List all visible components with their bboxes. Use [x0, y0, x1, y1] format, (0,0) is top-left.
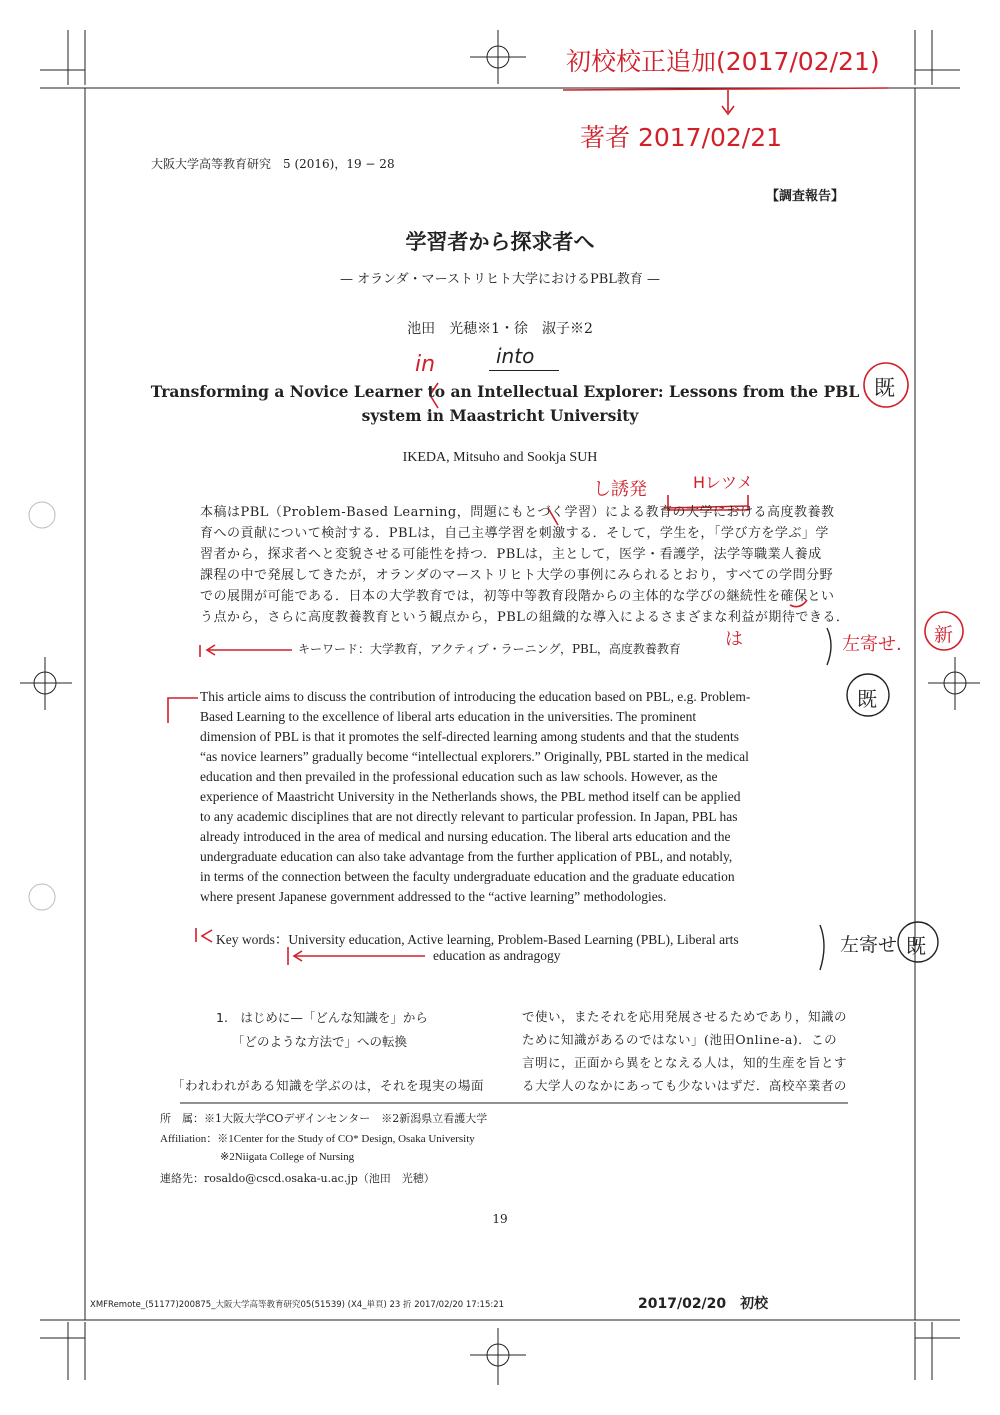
new-circle-mark: 新: [934, 624, 954, 646]
section-heading-line-2: 「どのような方法で」への転換: [232, 1034, 408, 1049]
abstract-line: to any academic disciplines that are not directly relevant to particular profession. In Japan, PBL has: [200, 809, 738, 824]
left-align-note: 左寄せ.: [842, 634, 902, 655]
abstract-line: education and then prevailed in the professional education such as law schools. However, as the: [200, 769, 718, 784]
approved-circle-mark-2: 既: [857, 687, 877, 711]
affiliation-en: Affiliation：※1Center for the Study of CO* Design, Osaka University: [160, 1133, 475, 1145]
japanese-authors: 池田 光穂※1・徐 淑子※2: [407, 321, 593, 337]
section-heading-line-1: 1. はじめに—「どんな知識を」から: [216, 1010, 428, 1025]
japanese-subtitle: — オランダ・マーストリヒト大学におけるPBL教育 —: [339, 272, 661, 287]
approved-circle-mark-3: 既: [906, 934, 926, 958]
english-title-line-2: system in Maastricht University: [361, 406, 639, 425]
approved-circle-mark: 既: [874, 376, 895, 400]
abstract-line: 習者から，探求者へと変貌させる可能性を持つ．PBLは，主として，医学・看護学，法学等職業人養成: [200, 547, 822, 562]
left-align-note-2: 左寄せ: [840, 934, 898, 956]
abstract-line: “as novice learners” gradually become “intellectual explorers.” Originally, PBL started in the medical: [200, 749, 749, 764]
abstract-line: 本稿はPBL（Problem-Based Learning，問題にもとづく学習）による教育の大学における高度教養教: [200, 505, 835, 520]
abstract-line: う点から，さらに高度教養教育という観点から，PBLの組織的な導入によるさまざまな利益が期待できる．: [200, 610, 850, 625]
abstract-line: in terms of the connection between the faculty undergraduate education and the graduate education: [200, 869, 735, 884]
body-line: で使い，またそれを応用発展させるためであり，知識の: [522, 1009, 848, 1024]
affiliation-jp: 所 属：※1大阪大学COデザインセンター ※2新潟県立看護大学: [160, 1112, 488, 1125]
affiliation-en-2: ※2Niigata College of Nursing: [220, 1151, 355, 1163]
insert-keihatsu-mark: し誘発: [593, 479, 647, 500]
insert-htsume-mark: Hレツメ: [693, 473, 753, 492]
japanese-abstract: [200, 501, 850, 627]
proof-date: 2017/02/20 初校: [638, 1296, 769, 1312]
abstract-line: where present Japanese government addressed to the “active learning” methodologies.: [200, 889, 667, 904]
page-number: 19: [492, 1212, 508, 1226]
abstract-line: experience of Maastricht University in the Netherlands shows, the PBL method itself can be applied: [200, 789, 741, 804]
into-underline: [489, 370, 559, 371]
body-line: 言明に，正面から異をとなえる人は，知的生産を旨とす: [522, 1055, 848, 1070]
english-keywords-line-1: Key words：University education, Active learning, Problem-Based Learning (PBL), Liberal arts: [216, 932, 739, 947]
abstract-line: 課程の中で発展してきたが，オランダのマーストリヒト大学の事例にみられるとおり，すべての学問分野: [200, 568, 834, 583]
insert-into-mark: into: [496, 344, 535, 368]
abstract-line: This article aims to discuss the contribution of introducing the education based on PBL, e.g. Problem-: [200, 689, 751, 704]
insert-in-mark: in: [415, 352, 436, 377]
journal-reference: 大阪大学高等教育研究 5 (2016)，19 − 28: [151, 157, 395, 171]
contact-info: 連絡先：rosaldo@cscd.osaka-u.ac.jp（池田 光穂）: [160, 1172, 435, 1185]
print-file-info: XMFRemote_(51177)200875_大阪大学高等教育研究05(51539) (X4_単頁) 23 折 2017/02/20 17:15:21: [90, 1300, 505, 1310]
abstract-line: Based Learning to the excellence of liberal arts education in the universities. The prominent: [200, 709, 697, 724]
japanese-keywords: キーワード：大学教育，アクティブ・ラーニング，PBL，高度教養教育: [298, 642, 681, 656]
english-authors: IKEDA, Mitsuho and Sookja SUH: [402, 450, 598, 465]
section-body-right: [522, 1007, 847, 1099]
proof-correction-note: 初校校正追加(2017/02/21): [566, 47, 880, 76]
body-line: ために知識があるのではない」(池田Online-a)．この: [522, 1032, 838, 1047]
abstract-line: dimension of PBL is that it promotes the self-directed learning among students and that the students: [200, 729, 740, 744]
abstract-line: undergraduate education can also take advantage from the further application of PBL, and notably,: [200, 849, 733, 864]
article-category: 【調査報告】: [766, 189, 845, 204]
abstract-line: での展開が可能である．日本の大学教育では，初等中等教育段階からの主体的な学びの継続性を確保とい: [200, 589, 835, 604]
japanese-title: 学習者から探求者へ: [405, 229, 595, 254]
abstract-line: already introduced in the area of medical and nursing education. The liberal arts education and the: [200, 829, 731, 844]
section-body-left: 「われわれがある知識を学ぶのは，それを現実の場面: [172, 1078, 485, 1093]
author-date-note: 著者 2017/02/21: [580, 123, 783, 152]
insert-wa-mark: は: [725, 629, 743, 650]
body-line: る大学人のなかにあっても少ないはずだ．高校卒業者の: [522, 1078, 847, 1093]
english-abstract: [200, 689, 810, 909]
english-keywords-line-2: education as andragogy: [433, 948, 561, 963]
english-title-line-1: Transforming a Novice Learner to an Intellectual Explorer: Lessons from the PBL: [150, 382, 860, 401]
abstract-line: 育への貢献について検討する．PBLは，自己主導学習を刺激する．そして，学生を，「学び方を学ぶ」学: [200, 526, 829, 541]
